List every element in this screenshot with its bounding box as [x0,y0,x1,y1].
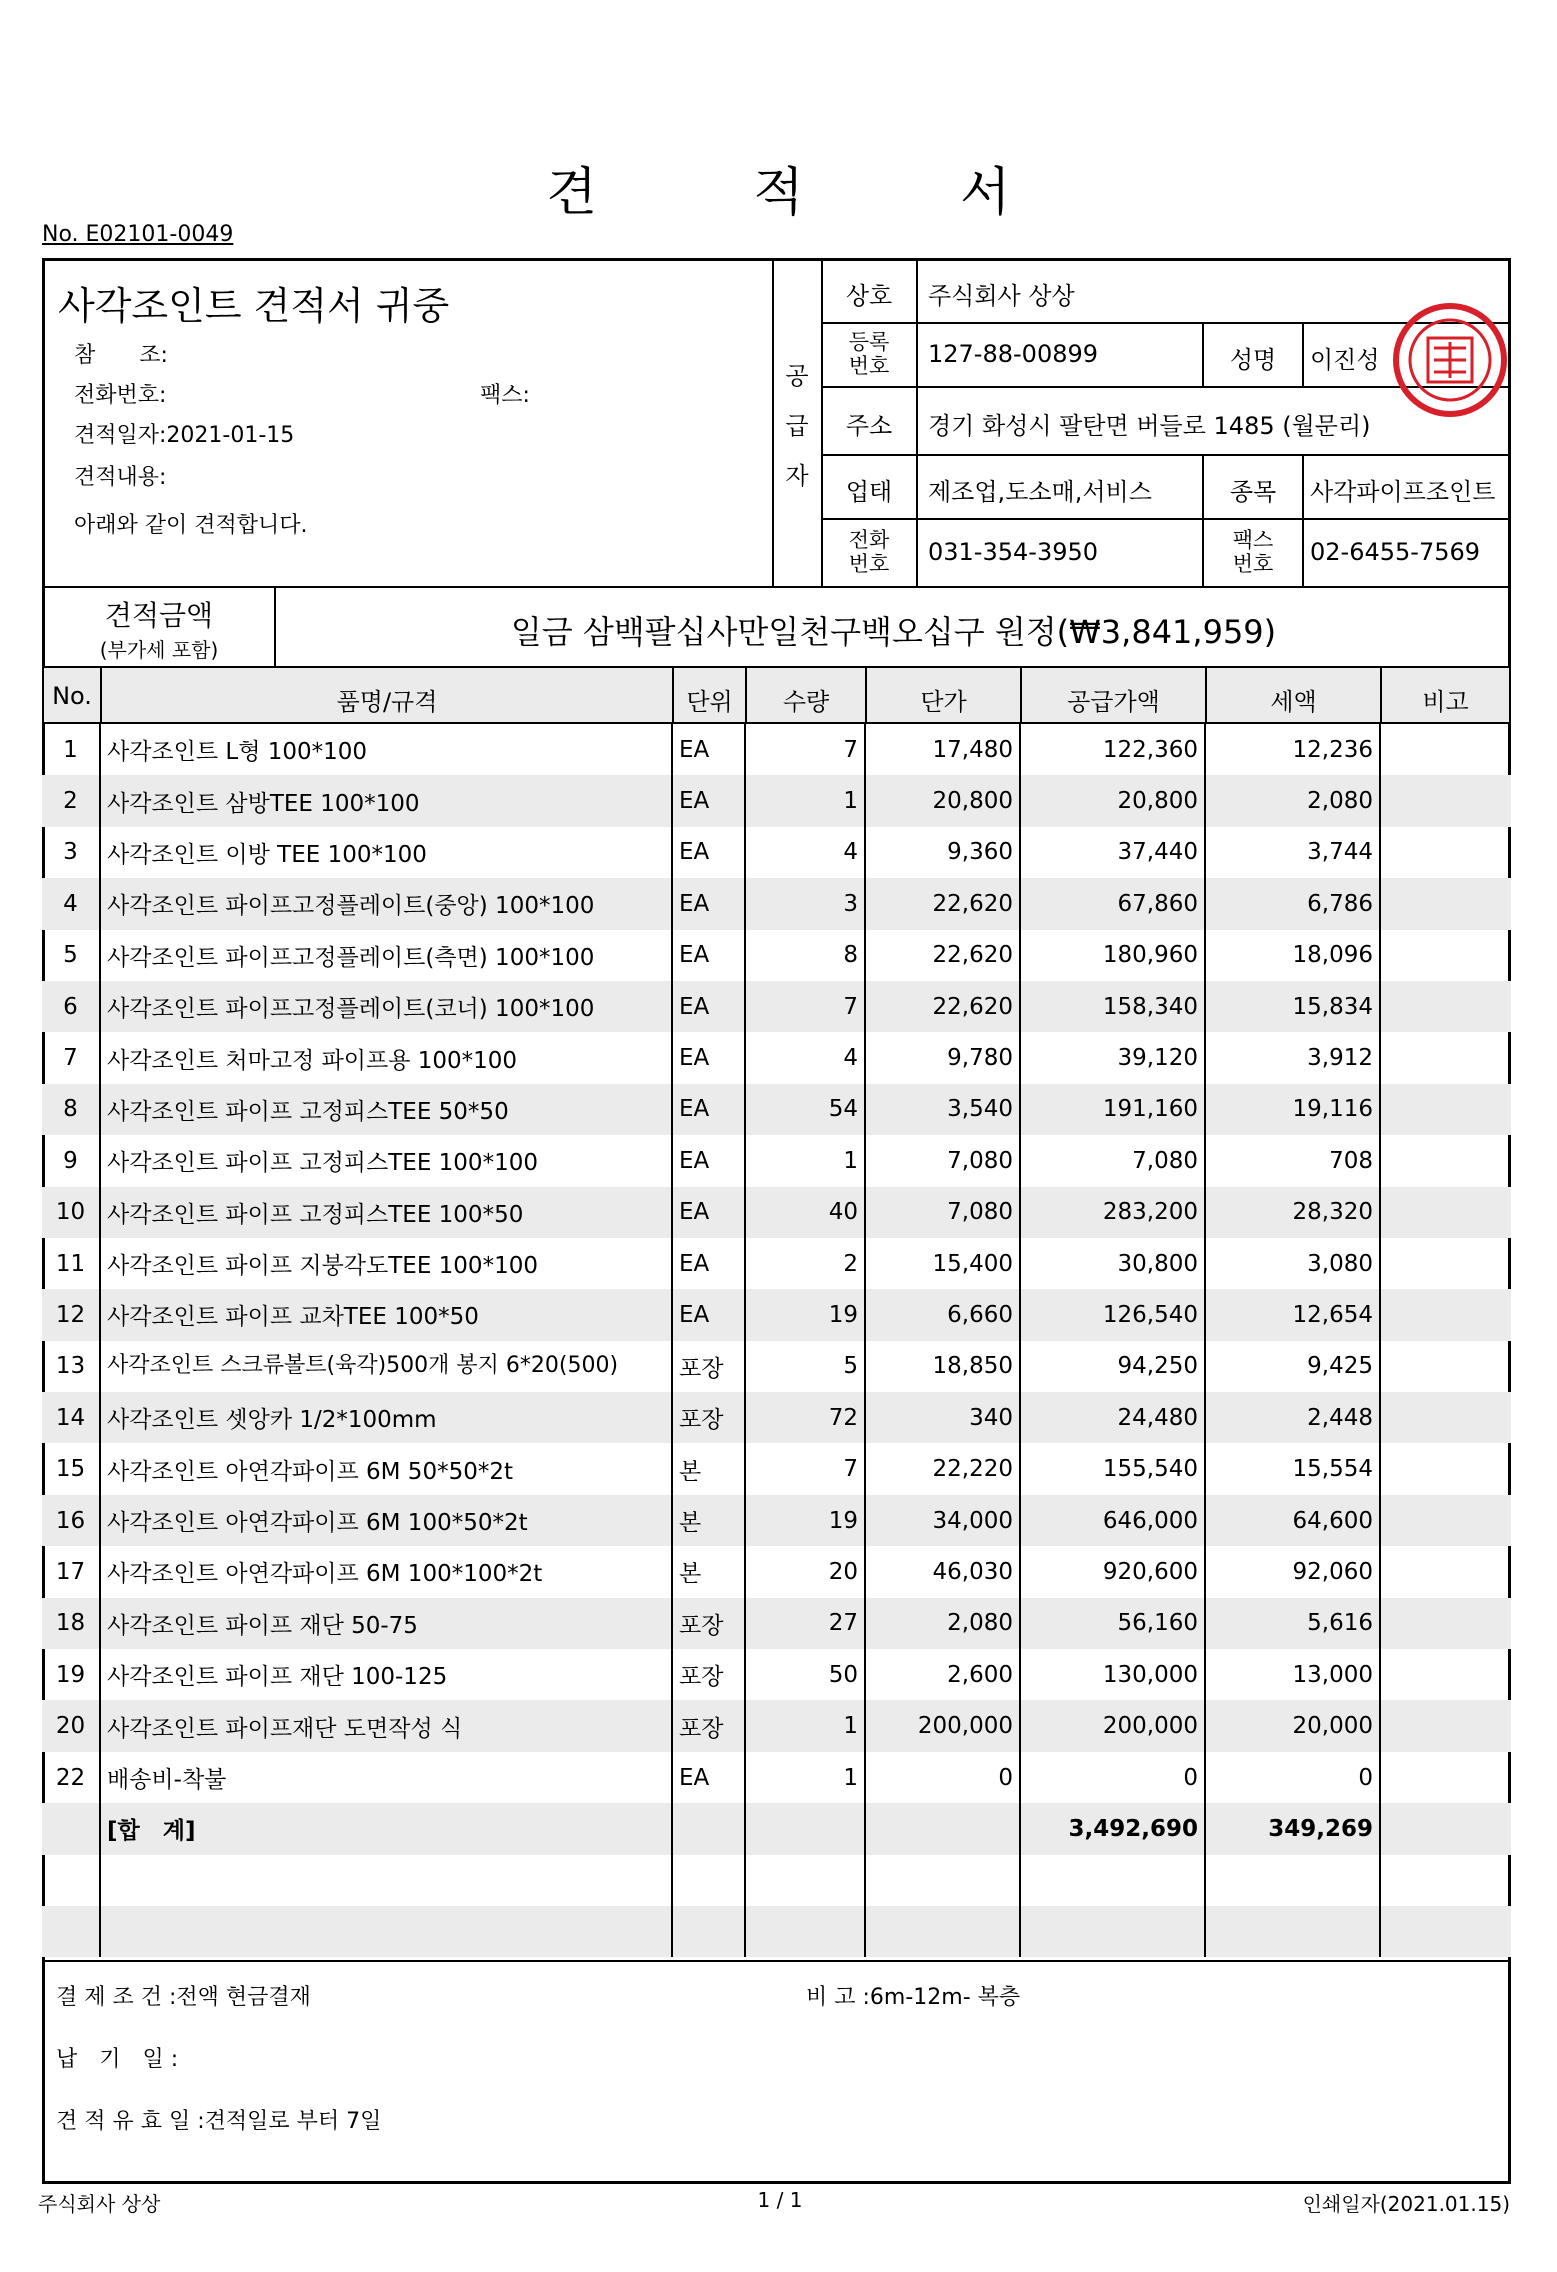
row-unit [672,1803,745,1854]
row-qty [745,1906,865,1957]
row-supply-amount: 30,800 [1020,1238,1205,1289]
representative-label: 성명 [1229,346,1277,374]
business-type-label: 업태 [845,478,893,506]
row-unit: EA [672,1084,745,1135]
row-unit: EA [672,1032,745,1083]
row-tax: 15,834 [1205,981,1380,1032]
row-supply-amount: 200,000 [1020,1700,1205,1751]
row-remark [1380,1084,1511,1135]
row-tax: 5,616 [1205,1598,1380,1649]
tel-label: 전화 번호 [848,528,890,576]
row-unit-price: 34,000 [865,1495,1020,1546]
row-tax: 20,000 [1205,1700,1380,1751]
row-unit-price: 7,080 [865,1135,1020,1186]
footer-company: 주식회사 상상 [38,2192,161,2216]
reference-label: 참 조: [74,343,168,368]
row-tax: 349,269 [1205,1803,1380,1854]
row-unit: EA [672,1187,745,1238]
document-number: No. E02101-0049 [42,222,234,247]
terms-remark: 비 고 :6m-12m- 복층 [806,1985,1021,2010]
amount-in-words: 일금 삼백팔십사만일천구백오십구 원정(₩3,841,959) [510,613,1277,651]
table-row [42,1803,1511,1854]
table-row [42,827,1511,878]
row-unit: EA [672,724,745,775]
row-tax [1205,1906,1380,1957]
row-item: 사각조인트 처마고정 파이프용 100*100 [100,1032,672,1083]
row-no: 14 [42,1392,100,1443]
row-remark [1380,1341,1511,1392]
row-qty: 20 [745,1546,865,1597]
row-remark [1380,1906,1511,1957]
row-remark [1380,878,1511,929]
table-row [42,1649,1511,1700]
row-remark [1380,827,1511,878]
row-supply-amount: 67,860 [1020,878,1205,929]
table-row [42,775,1511,826]
row-item: 배송비-착불 [100,1752,672,1803]
row-item: 사각조인트 셋앙카 1/2*100mm [100,1392,672,1443]
items-table [42,724,1511,1957]
row-supply-amount: 56,160 [1020,1598,1205,1649]
amount-label: 견적금액 [104,599,214,632]
table-row [42,724,1511,775]
row-unit: EA [672,1135,745,1186]
row-unit: EA [672,1289,745,1340]
row-tax: 2,448 [1205,1392,1380,1443]
row-qty: 1 [745,1135,865,1186]
table-row [42,1341,1511,1392]
table-row [42,981,1511,1032]
row-no: 6 [42,981,100,1032]
row-supply-amount: 920,600 [1020,1546,1205,1597]
row-no: 4 [42,878,100,929]
row-unit-price: 22,620 [865,981,1020,1032]
validity-period: 견 적 유 효 일 :견적일로 부터 7일 [56,2109,382,2134]
row-item: 사각조인트 파이프고정플레이트(측면) 100*100 [100,930,672,981]
row-remark [1380,1649,1511,1700]
footer-printed-date: 인쇄일자(2021.01.15) [1302,2192,1510,2216]
row-remark [1380,1855,1511,1906]
phone-label: 전화번호: [74,383,167,408]
row-tax: 2,080 [1205,775,1380,826]
row-remark [1380,1546,1511,1597]
row-qty: 2 [745,1238,865,1289]
col-header-no: No. [52,682,92,710]
row-unit: EA [672,1238,745,1289]
row-item [100,1855,672,1906]
quote-content-label: 견적내용: [74,465,167,490]
row-unit: 포장 [672,1700,745,1751]
row-supply-amount: 24,480 [1020,1392,1205,1443]
row-item: 사각조인트 파이프재단 도면작성 식 [100,1700,672,1751]
row-remark [1380,1289,1511,1340]
row-qty: 1 [745,1700,865,1751]
row-remark [1380,1187,1511,1238]
row-item: 사각조인트 파이프 고정피스TEE 100*50 [100,1187,672,1238]
row-supply-amount: 158,340 [1020,981,1205,1032]
row-unit [672,1906,745,1957]
row-unit: EA [672,1752,745,1803]
row-unit: EA [672,981,745,1032]
row-item: 사각조인트 이방 TEE 100*100 [100,827,672,878]
row-unit-price: 22,620 [865,878,1020,929]
row-no: 9 [63,1147,78,1174]
table-row [42,930,1511,981]
row-no: 1 [63,736,78,763]
table-row [42,1289,1511,1340]
row-item: 사각조인트 파이프고정플레이트(중앙) 100*100 [100,878,672,929]
business-type: 제조업,도소매,서비스 [928,478,1152,506]
row-no: 11 [55,1250,86,1277]
payment-terms: 결 제 조 건 :전액 현금결재 [56,1985,311,2010]
row-tax: 6,786 [1205,878,1380,929]
row-item: 사각조인트 삼방TEE 100*100 [100,775,672,826]
row-supply-amount: 155,540 [1020,1443,1205,1494]
row-no: 10 [42,1187,100,1238]
row-tax: 3,912 [1205,1032,1380,1083]
row-unit-price: 9,780 [865,1032,1020,1083]
row-no [42,1906,100,1957]
row-tax: 19,116 [1205,1084,1380,1135]
row-supply-amount [1020,1855,1205,1906]
row-item: 사각조인트 파이프 고정피스TEE 100*100 [100,1135,672,1186]
row-no: 17 [55,1558,86,1585]
row-item: 사각조인트 파이프 재단 50-75 [100,1598,672,1649]
row-qty: 50 [745,1649,865,1700]
divider [42,586,1511,588]
row-tax: 92,060 [1205,1546,1380,1597]
table-row [42,878,1511,929]
company-seal-icon [1390,300,1510,420]
row-supply-amount: 0 [1020,1752,1205,1803]
business-item: 사각파이프조인트 [1310,478,1496,506]
table-row [42,1855,1511,1906]
row-unit-price: 200,000 [865,1700,1020,1751]
row-no: 18 [42,1598,100,1649]
row-remark [1380,724,1511,775]
row-no: 16 [42,1495,100,1546]
footer-page: 1 / 1 [757,2188,803,2212]
divider [821,518,1511,520]
row-tax: 9,425 [1205,1341,1380,1392]
row-unit [672,1855,745,1906]
row-unit-price [865,1855,1020,1906]
row-qty: 1 [745,775,865,826]
row-unit-price [865,1803,1020,1854]
fax-label: 팩스: [480,383,530,408]
table-row [42,1495,1511,1546]
supplier-side-label-2: 급 [785,412,809,440]
row-remark [1380,775,1511,826]
row-no: 22 [55,1764,86,1791]
row-supply-amount: 191,160 [1020,1084,1205,1135]
row-supply-amount: 180,960 [1020,930,1205,981]
row-supply-amount: 283,200 [1020,1187,1205,1238]
row-supply-amount: 37,440 [1020,827,1205,878]
row-tax: 12,654 [1205,1289,1380,1340]
col-header-supply-amount: 공급가액 [1067,688,1160,716]
row-qty [745,1803,865,1854]
table-row [42,1392,1511,1443]
row-remark [1380,1443,1511,1494]
divider [916,258,918,588]
row-tax: 28,320 [1205,1187,1380,1238]
row-unit: 포장 [672,1649,745,1700]
row-supply-amount: 20,800 [1020,775,1205,826]
row-tax: 3,080 [1205,1238,1380,1289]
row-unit-price: 17,480 [865,724,1020,775]
row-unit: 포장 [672,1598,745,1649]
col-header-remark: 비고 [1422,688,1469,716]
row-unit-price: 9,360 [865,827,1020,878]
row-supply-amount: 126,540 [1020,1289,1205,1340]
row-unit-price: 7,080 [865,1187,1020,1238]
row-tax: 12,236 [1205,724,1380,775]
row-tax: 708 [1205,1135,1380,1186]
divider [42,1960,1511,1962]
row-no: 8 [42,1084,100,1135]
row-unit-price: 18,850 [865,1341,1020,1392]
row-unit-price [865,1906,1020,1957]
row-qty: 19 [745,1289,865,1340]
table-row [42,1700,1511,1751]
row-tax: 13,000 [1205,1649,1380,1700]
row-unit-price: 2,080 [865,1598,1020,1649]
row-item: 사각조인트 파이프 고정피스TEE 50*50 [100,1084,672,1135]
row-tax: 15,554 [1205,1443,1380,1494]
row-unit-price: 0 [865,1752,1020,1803]
row-qty: 7 [745,981,865,1032]
row-qty: 54 [745,1084,865,1135]
row-tax [1205,1855,1380,1906]
row-unit-price: 340 [865,1392,1020,1443]
row-qty: 27 [745,1598,865,1649]
supplier-fax: 02-6455-7569 [1310,538,1481,566]
row-item: 사각조인트 파이프 지붕각도TEE 100*100 [100,1238,672,1289]
table-row [42,1546,1511,1597]
row-remark [1380,1135,1511,1186]
row-no: 7 [63,1045,78,1072]
row-supply-amount: 94,250 [1020,1341,1205,1392]
table-row [42,1084,1511,1135]
row-unit: EA [672,775,745,826]
row-remark [1380,1803,1511,1854]
row-remark [1380,930,1511,981]
row-qty: 8 [745,930,865,981]
items-body [42,724,1511,1957]
row-qty: 3 [745,878,865,929]
tel: 031-354-3950 [928,538,1099,566]
row-remark [1380,1032,1511,1083]
table-row [42,1238,1511,1289]
divider [1302,454,1304,586]
row-no: 5 [63,942,78,969]
row-unit-price: 15,400 [865,1238,1020,1289]
row-unit: 포장 [672,1341,745,1392]
row-qty: 40 [745,1187,865,1238]
row-no: 20 [42,1700,100,1751]
row-supply-amount: 130,000 [1020,1649,1205,1700]
supplier-fax-label: 팩스 번호 [1232,528,1274,576]
row-item: 사각조인트 파이프고정플레이트(코너) 100*100 [100,981,672,1032]
row-supply-amount: 122,360 [1020,724,1205,775]
table-row [42,1752,1511,1803]
row-tax: 0 [1205,1752,1380,1803]
row-no: 19 [55,1661,86,1688]
row-item: [합 계] [100,1803,672,1854]
row-qty: 4 [745,827,865,878]
row-unit-price: 2,600 [865,1649,1020,1700]
row-qty [745,1855,865,1906]
table-row [42,1187,1511,1238]
row-unit: EA [672,878,745,929]
divider [821,454,1511,456]
row-no: 2 [42,775,100,826]
address: 경기 화성시 팔탄면 버들로 1485 (월문리) [928,412,1371,440]
row-remark [1380,1752,1511,1803]
row-no: 15 [55,1456,86,1483]
row-remark [1380,1700,1511,1751]
row-remark [1380,1598,1511,1649]
col-header-unit-price: 단가 [920,688,967,716]
row-item [100,1906,672,1957]
row-no: 3 [63,839,78,866]
table-row [42,1135,1511,1186]
quote-date: 견적일자:2021-01-15 [74,423,295,448]
row-qty: 7 [745,724,865,775]
row-qty: 1 [745,1752,865,1803]
row-item: 사각조인트 아연각파이프 6M 100*100*2t [100,1546,672,1597]
divider [1302,322,1304,386]
row-supply-amount: 7,080 [1020,1135,1205,1186]
supplier-name-label: 상호 [845,282,893,310]
row-no [42,1855,100,1906]
col-header-qty: 수량 [782,688,830,716]
document-title: 견 적 서 [546,163,1081,223]
row-no: 12 [42,1289,100,1340]
supplier-side-label-3: 자 [785,462,809,490]
row-remark [1380,1238,1511,1289]
table-row [42,1443,1511,1494]
row-item: 사각조인트 파이프 교차TEE 100*50 [100,1289,672,1340]
row-supply-amount: 3,492,690 [1020,1803,1205,1854]
business-item-label: 종목 [1229,478,1277,506]
row-item: 사각조인트 L형 100*100 [100,724,672,775]
row-item: 사각조인트 파이프 재단 100-125 [100,1649,672,1700]
col-header-unit: 단위 [686,688,733,716]
row-unit-price: 22,620 [865,930,1020,981]
row-unit: 본 [672,1495,745,1546]
table-row [42,1598,1511,1649]
row-remark [1380,981,1511,1032]
address-label: 주소 [845,412,893,440]
row-supply-amount: 646,000 [1020,1495,1205,1546]
row-qty: 19 [745,1495,865,1546]
row-unit: EA [672,930,745,981]
reg-no: 127-88-00899 [928,340,1099,368]
supplier-side-label-1: 공 [785,362,809,390]
col-header-item: 품명/규격 [336,688,438,716]
row-no: 13 [55,1353,86,1380]
row-remark [1380,1495,1511,1546]
row-item: 사각조인트 아연각파이프 6M 50*50*2t [100,1443,672,1494]
row-unit: 본 [672,1546,745,1597]
row-remark [1380,1392,1511,1443]
row-supply-amount: 39,120 [1020,1032,1205,1083]
row-qty: 72 [745,1392,865,1443]
row-unit: EA [672,827,745,878]
row-tax: 64,600 [1205,1495,1380,1546]
row-qty: 5 [745,1341,865,1392]
recipient-name: 사각조인트 견적서 귀중 [58,284,450,328]
row-unit-price: 3,540 [865,1084,1020,1135]
supplier-name: 주식회사 상상 [928,282,1075,310]
row-no [42,1803,100,1854]
row-unit-price: 6,660 [865,1289,1020,1340]
row-tax: 3,744 [1205,827,1380,878]
row-unit: 본 [672,1443,745,1494]
representative: 이진성 [1310,346,1380,374]
row-unit-price: 46,030 [865,1546,1020,1597]
table-row [42,1906,1511,1957]
row-item: 사각조인트 아연각파이프 6M 100*50*2t [100,1495,672,1546]
quote-note: 아래와 같이 견적합니다. [74,513,308,538]
row-supply-amount [1020,1906,1205,1957]
reg-no-label: 등록 번호 [848,330,890,378]
row-tax: 18,096 [1205,930,1380,981]
col-header-tax: 세액 [1270,688,1317,716]
delivery-date: 납 기 일 : [56,2047,179,2072]
row-unit: 포장 [672,1392,745,1443]
row-unit-price: 20,800 [865,775,1020,826]
amount-vat-note: (부가세 포함) [99,638,219,662]
row-qty: 7 [745,1443,865,1494]
table-row [42,1032,1511,1083]
row-qty: 4 [745,1032,865,1083]
row-item: 사각조인트 스크류볼트(육각)500개 봉지 6*20(500) [100,1341,672,1392]
row-unit-price: 22,220 [865,1443,1020,1494]
